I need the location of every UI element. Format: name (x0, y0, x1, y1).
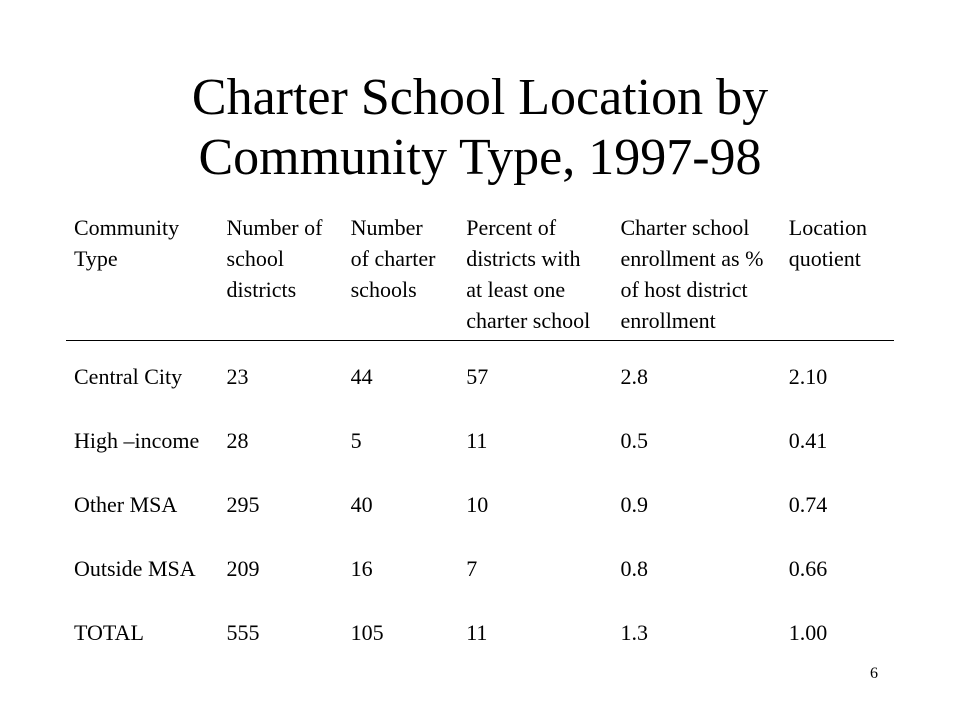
header-line: enrollment as % (620, 246, 764, 271)
cell-percent-districts: 11 (466, 428, 488, 453)
cell-location-quotient: 0.41 (788, 428, 828, 453)
slide-title-line-2: Community Type, 1997-98 (198, 129, 762, 186)
cell-charter-schools: 44 (350, 364, 373, 389)
table-row (66, 341, 894, 410)
header-line: Community (74, 215, 180, 240)
cell-districts: 209 (226, 556, 260, 581)
cell-percent-districts: 57 (466, 364, 489, 389)
header-line: enrollment (620, 308, 716, 333)
cell-enrollment-percent: 1.3 (620, 620, 648, 645)
cell-community-type: Central City (74, 364, 183, 389)
header-line: quotient (788, 246, 861, 271)
header-line: schools (350, 277, 417, 302)
cell-charter-schools: 5 (350, 428, 362, 453)
cell-community-type: Outside MSA (74, 556, 196, 581)
header-line: of host district (620, 277, 748, 302)
cell-community-type: Other MSA (74, 492, 178, 517)
header-line: Location (788, 215, 867, 240)
table-row (66, 537, 894, 601)
header-line: Number (350, 215, 423, 240)
header-enrollment-percent (612, 212, 780, 341)
cell-enrollment-percent: 0.5 (620, 428, 648, 453)
header-line: charter school (466, 308, 591, 333)
header-line: at least one (466, 277, 566, 302)
table-header-row (66, 212, 894, 341)
cell-location-quotient: 0.74 (788, 492, 828, 517)
cell-charter-schools: 40 (350, 492, 373, 517)
header-number-of-charter-schools (343, 212, 459, 341)
cell-charter-schools: 105 (350, 620, 384, 645)
cell-enrollment-percent: 2.8 (620, 364, 648, 389)
cell-location-quotient: 2.10 (788, 364, 828, 389)
cell-districts: 295 (226, 492, 260, 517)
cell-districts: 28 (226, 428, 249, 453)
header-line: districts with (466, 246, 581, 271)
cell-enrollment-percent: 0.8 (620, 556, 648, 581)
cell-community-type: High –income (74, 428, 200, 453)
table-row (66, 473, 894, 537)
cell-enrollment-percent: 0.9 (620, 492, 648, 517)
slide-title-line-1: Charter School Location by (191, 69, 769, 126)
cell-percent-districts: 7 (466, 556, 478, 581)
header-line: Charter school (620, 215, 750, 240)
table-row (66, 409, 894, 473)
cell-districts: 23 (226, 364, 249, 389)
header-line: districts (226, 277, 297, 302)
header-percent-districts (458, 212, 612, 341)
charter-location-table (66, 212, 894, 665)
cell-location-quotient: 1.00 (788, 620, 828, 645)
cell-charter-schools: 16 (350, 556, 373, 581)
header-line: of charter (350, 246, 436, 271)
header-line: Number of (226, 215, 323, 240)
cell-districts: 555 (226, 620, 260, 645)
cell-community-type: TOTAL (74, 620, 144, 645)
cell-percent-districts: 10 (466, 492, 489, 517)
header-number-of-districts (219, 212, 343, 341)
table-row (66, 601, 894, 665)
cell-percent-districts: 11 (466, 620, 488, 645)
slide-number: 6 (870, 665, 878, 682)
header-location-quotient (781, 212, 894, 341)
cell-location-quotient: 0.66 (788, 556, 828, 581)
header-line: Percent of (466, 215, 557, 240)
header-community-type (66, 212, 219, 341)
header-line: school (226, 246, 284, 271)
header-line: Type (74, 246, 118, 271)
slide-title (0, 68, 960, 188)
